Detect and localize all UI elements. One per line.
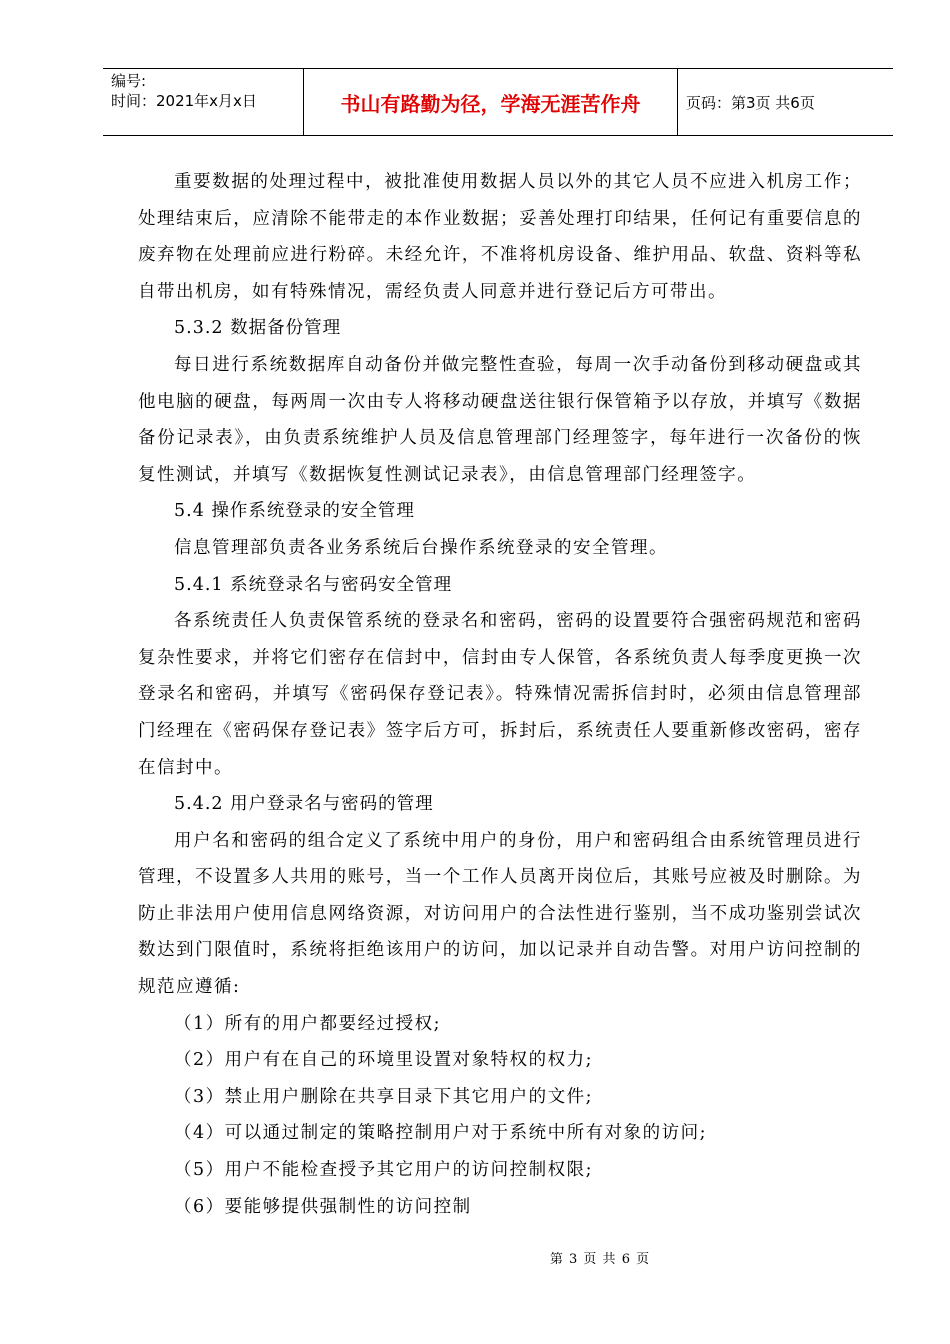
list-item: （5）用户不能检查授予其它用户的访问控制权限; — [174, 1160, 594, 1181]
header-meta — [103, 69, 303, 135]
paragraph-user-login: 用户名和密码的组合定义了系统中用户的身份，用户和密码组合由系统管理员进行管理，不设置多人共用的账号，当一个工作人员离开岗位后，其账号应被及时删除。为防止非法用户使用信息网络资源，对访问用户的合法性进行鉴别，当不成功鉴别尝试次数达到门限值时，系统将拒绝该用户的访问，加以记录并自动告警。对用户访问控制的规范应遵循: — [138, 830, 862, 998]
page-header — [103, 68, 893, 136]
section-heading-5-4: 5.4 操作系统登录的安全管理 — [174, 501, 415, 522]
paragraph-login-security: 信息管理部负责各业务系统后台操作系统登录的安全管理。 — [174, 537, 668, 558]
list-item: （4）可以通过制定的策略控制用户对于系统中所有对象的访问; — [174, 1123, 708, 1144]
list-item: （1）所有的用户都要经过授权; — [174, 1013, 442, 1034]
list-item: （3）禁止用户删除在共享目录下其它用户的文件; — [174, 1086, 594, 1107]
paragraph-password-management: 各系统责任人负责保管系统的登录名和密码，密码的设置要符合强密码规范和密码复杂性要求，并将它们密存在信封中，信封由专人保管，各系统负责人每季度更换一次登录名和密码，并填写《密码保存登记表》。特殊情况需拆信封时，必须由信息管理部门经理在《密码保存登记表》签字后方可，拆封后，系统责任人要重新修改密码，密存在信封中。 — [138, 611, 862, 778]
document-time-label: 时间：2021年x月x日 — [111, 92, 257, 110]
document-body — [138, 164, 862, 1225]
header-page-label: 页码：第3页 共6页 — [686, 93, 815, 112]
section-heading-5-4-2: 5.4.2 用户登录名与密码的管理 — [174, 794, 434, 815]
header-motto: 书山有路勤为径，学海无涯苦作舟 — [303, 69, 678, 135]
page-footer: 第 3 页 共 6 页 — [549, 1252, 651, 1267]
list-item: （6）要能够提供强制性的访问控制 — [174, 1196, 472, 1217]
document-number-label: 编号: — [111, 72, 147, 90]
paragraph-data-backup: 每日进行系统数据库自动备份并做完整性查验，每周一次手动备份到移动硬盘或其他电脑的硬盘，每两周一次由专人将移动硬盘送往银行保管箱予以存放，并填写《数据备份记录表》，由负责系统维护人员及信息管理部门经理签字，每年进行一次备份的恢复性测试，并填写《数据恢复性测试记录表》，由信息管理部门经理签字。 — [138, 354, 862, 485]
list-item: （2）用户有在自己的环境里设置对象特权的权力; — [174, 1050, 594, 1071]
section-heading-5-4-1: 5.4.1 系统登录名与密码安全管理 — [174, 574, 453, 595]
paragraph-data-processing: 重要数据的处理过程中，被批准使用数据人员以外的其它人员不应进入机房工作；处理结束后，应清除不能带走的本作业数据；妥善处理打印结果，任何记有重要信息的废弃物在处理前应进行粉碎。未经允许，不准将机房设备、维护用品、软盘、资料等私自带出机房，如有特殊情况，需经负责人同意并进行登记后方可带出。 — [138, 172, 862, 302]
section-heading-5-3-2: 5.3.2 数据备份管理 — [174, 318, 342, 339]
